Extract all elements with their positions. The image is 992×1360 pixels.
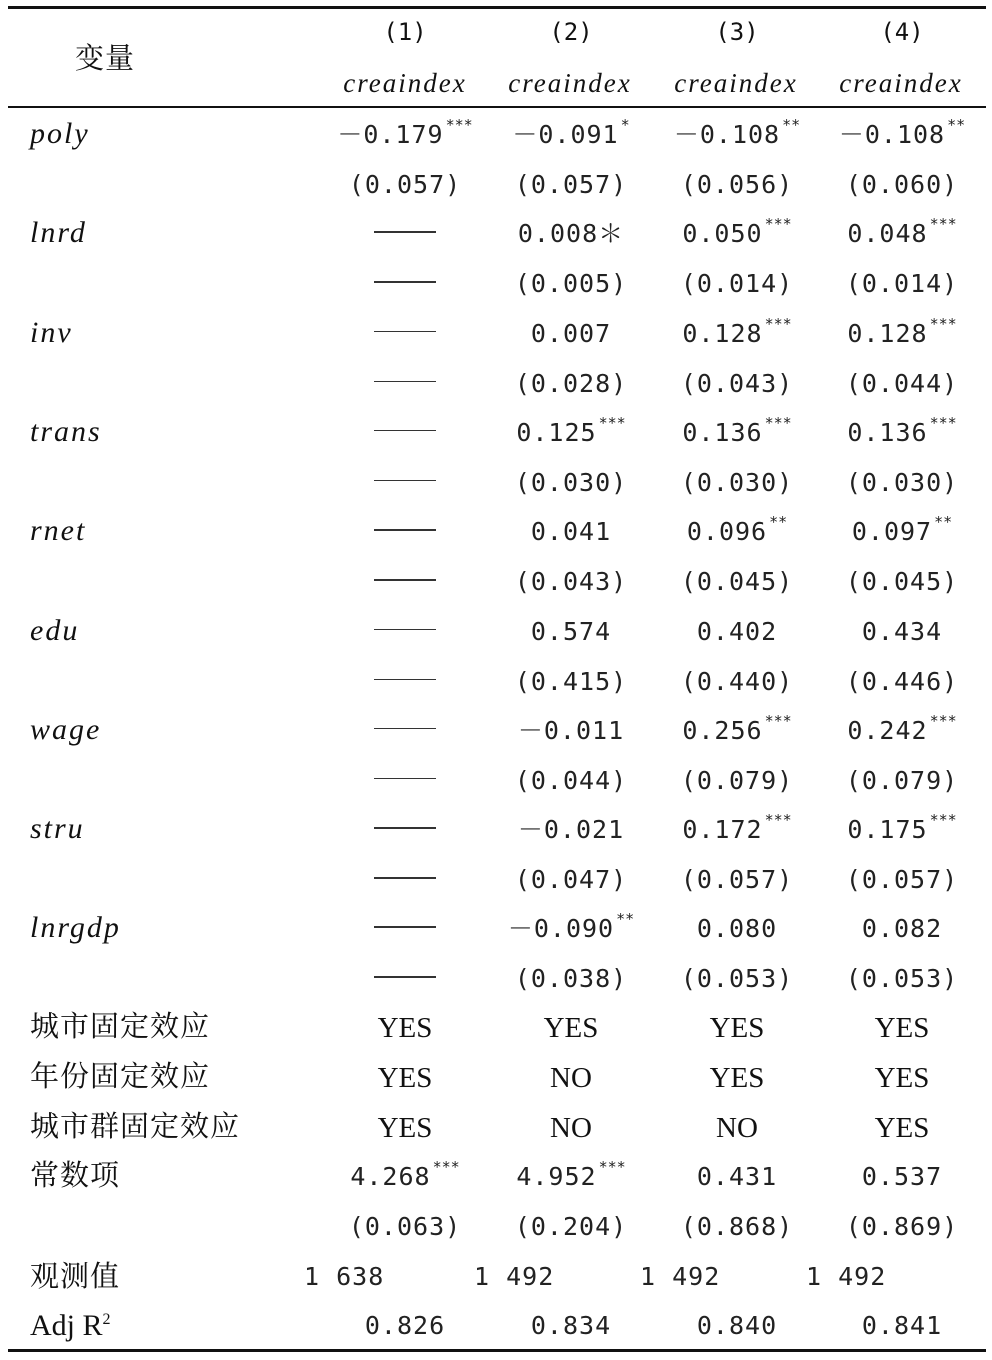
coefficient-value: 0.402 (696, 616, 778, 646)
significance-stars: *** (764, 811, 792, 830)
fixed-effect-value: YES (709, 1062, 765, 1094)
not-applicable-dash (374, 381, 436, 383)
observations-label: 观测值 (30, 1259, 121, 1293)
coefficient-value: －0.179 (337, 120, 444, 149)
standard-error: (0.868) (680, 1212, 794, 1241)
fixed-effect-value: YES (709, 1012, 765, 1044)
not-applicable-dash (374, 529, 436, 531)
coefficient (530, 616, 612, 646)
standard-error: (0.440) (680, 666, 794, 696)
coefficient (696, 914, 778, 944)
fixed-effect-label: 城市群固定效应 (30, 1109, 241, 1143)
coefficient (847, 711, 957, 745)
column-number: (3) (715, 18, 759, 46)
coefficient-value: 0.136 (847, 417, 928, 447)
coefficient-value: 0.048 (847, 219, 928, 249)
column-number: (1) (383, 18, 427, 46)
significance-stars: *** (598, 413, 626, 432)
not-applicable-dash (374, 926, 436, 928)
coefficient (682, 811, 792, 845)
coefficient-value: 0.128 (847, 318, 928, 348)
standard-error: (0.446) (845, 666, 959, 696)
coefficient (516, 413, 626, 447)
coefficient-value: 0.082 (861, 914, 943, 944)
coefficient-value: －0.108 (838, 120, 946, 149)
dependent-variable: creaindex (508, 68, 632, 98)
coefficient-value: 0.136 (682, 417, 763, 447)
standard-error: (0.038) (514, 964, 628, 994)
significance-stars: *** (929, 711, 957, 730)
not-applicable-dash (374, 579, 436, 581)
significance-stars: *** (445, 116, 473, 134)
not-applicable-dash (374, 231, 436, 233)
fixed-effect-value: YES (874, 1012, 930, 1044)
fixed-effect-value: YES (874, 1062, 930, 1094)
variable-name: trans (30, 414, 102, 448)
significance-stars: * (620, 116, 630, 134)
coefficient-value: 0.537 (861, 1162, 943, 1191)
standard-error: (0.047) (514, 865, 628, 895)
fixed-effect-value: NO (716, 1112, 758, 1144)
coefficient (517, 219, 625, 249)
significance-stars: *** (764, 314, 792, 333)
fixed-effect-value: NO (550, 1112, 592, 1144)
standard-error: (0.053) (845, 964, 959, 994)
standard-error: (0.044) (845, 368, 959, 398)
significance-stars: *** (764, 711, 792, 730)
standard-error: (0.057) (514, 170, 628, 199)
standard-error: (0.014) (680, 269, 794, 299)
column-number: (2) (549, 18, 593, 46)
coefficient (516, 1158, 626, 1191)
standard-error: (0.028) (514, 368, 628, 398)
coefficient (847, 314, 957, 348)
significance-stars: ** (616, 910, 635, 929)
standard-error: (0.060) (845, 170, 959, 199)
not-applicable-dash (374, 728, 436, 730)
standard-error: (0.045) (680, 567, 794, 597)
standard-error: (0.043) (680, 368, 794, 398)
adj-r2-value: 0.834 (530, 1311, 612, 1340)
not-applicable-dash (374, 778, 436, 780)
not-applicable-dash (374, 877, 436, 879)
observations-value: 1 492 (640, 1262, 721, 1291)
adj-r2-value: 0.841 (861, 1311, 943, 1340)
constant-label: 常数项 (30, 1158, 121, 1192)
standard-error: (0.079) (845, 765, 959, 795)
coefficient (682, 413, 792, 447)
standard-error: (0.030) (514, 467, 628, 497)
standard-error: (0.056) (680, 170, 794, 199)
significance-stars: *** (764, 413, 792, 432)
variable-name: poly (30, 117, 90, 150)
significance-stars: ** (947, 116, 966, 134)
adj-r2-value: 0.826 (364, 1311, 446, 1340)
coefficient (851, 513, 953, 547)
coefficient-value: 0.125 (516, 417, 597, 447)
coefficient (673, 116, 801, 149)
significance-stars: *** (929, 413, 957, 432)
coefficient-value: 0.431 (696, 1162, 778, 1191)
coefficient (682, 314, 792, 348)
coefficient-value: 0.574 (530, 616, 612, 646)
significance-stars: *** (929, 811, 957, 830)
coefficient (517, 715, 625, 745)
coefficient-value: 0.175 (847, 815, 928, 845)
coefficient (517, 815, 625, 845)
coefficient (696, 616, 778, 646)
coefficient-value: 4.952 (516, 1162, 597, 1191)
observations-value: 1 492 (474, 1262, 555, 1291)
standard-error: (0.063) (348, 1212, 462, 1241)
coefficient (337, 116, 473, 149)
significance-stars: ** (769, 513, 788, 532)
dependent-variable: creaindex (343, 68, 467, 98)
not-applicable-dash (374, 331, 436, 333)
fixed-effect-label: 城市固定效应 (30, 1009, 211, 1043)
coefficient (847, 413, 957, 447)
coefficient (861, 914, 943, 944)
standard-error: (0.869) (845, 1212, 959, 1241)
coefficient (682, 711, 792, 745)
variable-name: stru (30, 812, 85, 846)
standard-error: (0.415) (514, 666, 628, 696)
coefficient-value: 0.434 (861, 616, 943, 646)
significance-stars: *** (432, 1158, 460, 1176)
adj-r2-label (30, 1311, 111, 1341)
adj-r2-text: Adj R (30, 1309, 103, 1342)
dependent-variable: creaindex (839, 68, 963, 98)
standard-error: (0.057) (348, 170, 462, 199)
coefficient (686, 513, 788, 547)
top-rule (8, 6, 986, 9)
coefficient-value: 0.096 (686, 517, 768, 547)
variable-header: 变量 (75, 41, 136, 75)
coefficient-value: 0.128 (682, 318, 763, 348)
not-applicable-dash (374, 281, 436, 283)
not-applicable-dash (374, 976, 436, 978)
standard-error: (0.005) (514, 269, 628, 299)
standard-error: (0.057) (845, 865, 959, 895)
variable-name: wage (30, 712, 102, 746)
fixed-effect-label: 年份固定效应 (30, 1059, 211, 1093)
variable-name: lnrgdp (30, 911, 121, 945)
standard-error: (0.044) (514, 765, 628, 795)
coefficient-value: －0.011 (517, 715, 625, 745)
variable-name: inv (30, 315, 73, 349)
bottom-rule (8, 1349, 986, 1352)
fixed-effect-value: YES (543, 1012, 599, 1044)
not-applicable-dash (374, 629, 436, 631)
not-applicable-dash (374, 480, 436, 482)
fixed-effect-value: YES (377, 1012, 433, 1044)
coefficient-value: －0.091 (512, 120, 619, 149)
standard-error: (0.014) (845, 269, 959, 299)
standard-error: (0.030) (845, 467, 959, 497)
coefficient-value: 0.242 (847, 715, 928, 745)
adj-r2-value: 0.840 (696, 1311, 778, 1340)
coefficient-value: 0.172 (682, 815, 763, 845)
variable-name: edu (30, 613, 80, 647)
coefficient-value: 0.080 (696, 914, 778, 944)
coefficient-value: －0.108 (673, 120, 781, 149)
coefficient (350, 1158, 460, 1191)
not-applicable-dash (374, 827, 436, 829)
not-applicable-dash (374, 679, 436, 681)
coefficient (862, 1164, 942, 1189)
observations-value: 1 492 (806, 1262, 887, 1291)
coefficient (682, 215, 792, 249)
fixed-effect-value: NO (550, 1062, 592, 1094)
significance-stars: *** (929, 314, 957, 333)
standard-error: (0.079) (680, 765, 794, 795)
significance-stars: ** (934, 513, 953, 532)
coefficient-value: －0.021 (517, 815, 625, 845)
significance-stars: *** (764, 215, 792, 234)
coefficient-value: 4.268 (350, 1162, 431, 1191)
standard-error: (0.204) (514, 1212, 628, 1241)
coefficient (530, 318, 612, 348)
coefficient (861, 616, 943, 646)
coefficient (530, 517, 612, 547)
coefficient (697, 1164, 777, 1189)
standard-error: (0.030) (680, 467, 794, 497)
standard-error: (0.057) (680, 865, 794, 895)
variable-name: rnet (30, 514, 87, 548)
standard-error: (0.053) (680, 964, 794, 994)
coefficient (847, 811, 957, 845)
significance-stars: *** (598, 1158, 626, 1176)
coefficient (847, 215, 957, 249)
coefficient-value: 0.008＊ (517, 219, 625, 249)
coefficient-value: 0.050 (682, 219, 763, 249)
standard-error: (0.045) (845, 567, 959, 597)
not-applicable-dash (374, 430, 436, 432)
adj-r2-superscript: 2 (102, 1311, 111, 1328)
header-rule (8, 106, 986, 108)
coefficient (512, 116, 630, 149)
significance-stars: ** (782, 116, 801, 134)
fixed-effect-value: YES (377, 1062, 433, 1094)
coefficient (507, 910, 635, 944)
dependent-variable: creaindex (674, 68, 798, 98)
coefficient-value: 0.041 (530, 517, 612, 547)
fixed-effect-value: YES (874, 1112, 930, 1144)
column-number: (4) (880, 18, 924, 46)
significance-stars: *** (929, 215, 957, 234)
observations-value: 1 638 (304, 1262, 385, 1291)
standard-error: (0.043) (514, 567, 628, 597)
coefficient-value: 0.097 (851, 517, 933, 547)
coefficient-value: －0.090 (507, 914, 615, 944)
variable-name: lnrd (30, 216, 87, 250)
coefficient (838, 116, 966, 149)
coefficient-value: 0.256 (682, 715, 763, 745)
coefficient-value: 0.007 (530, 318, 612, 348)
fixed-effect-value: YES (377, 1112, 433, 1144)
